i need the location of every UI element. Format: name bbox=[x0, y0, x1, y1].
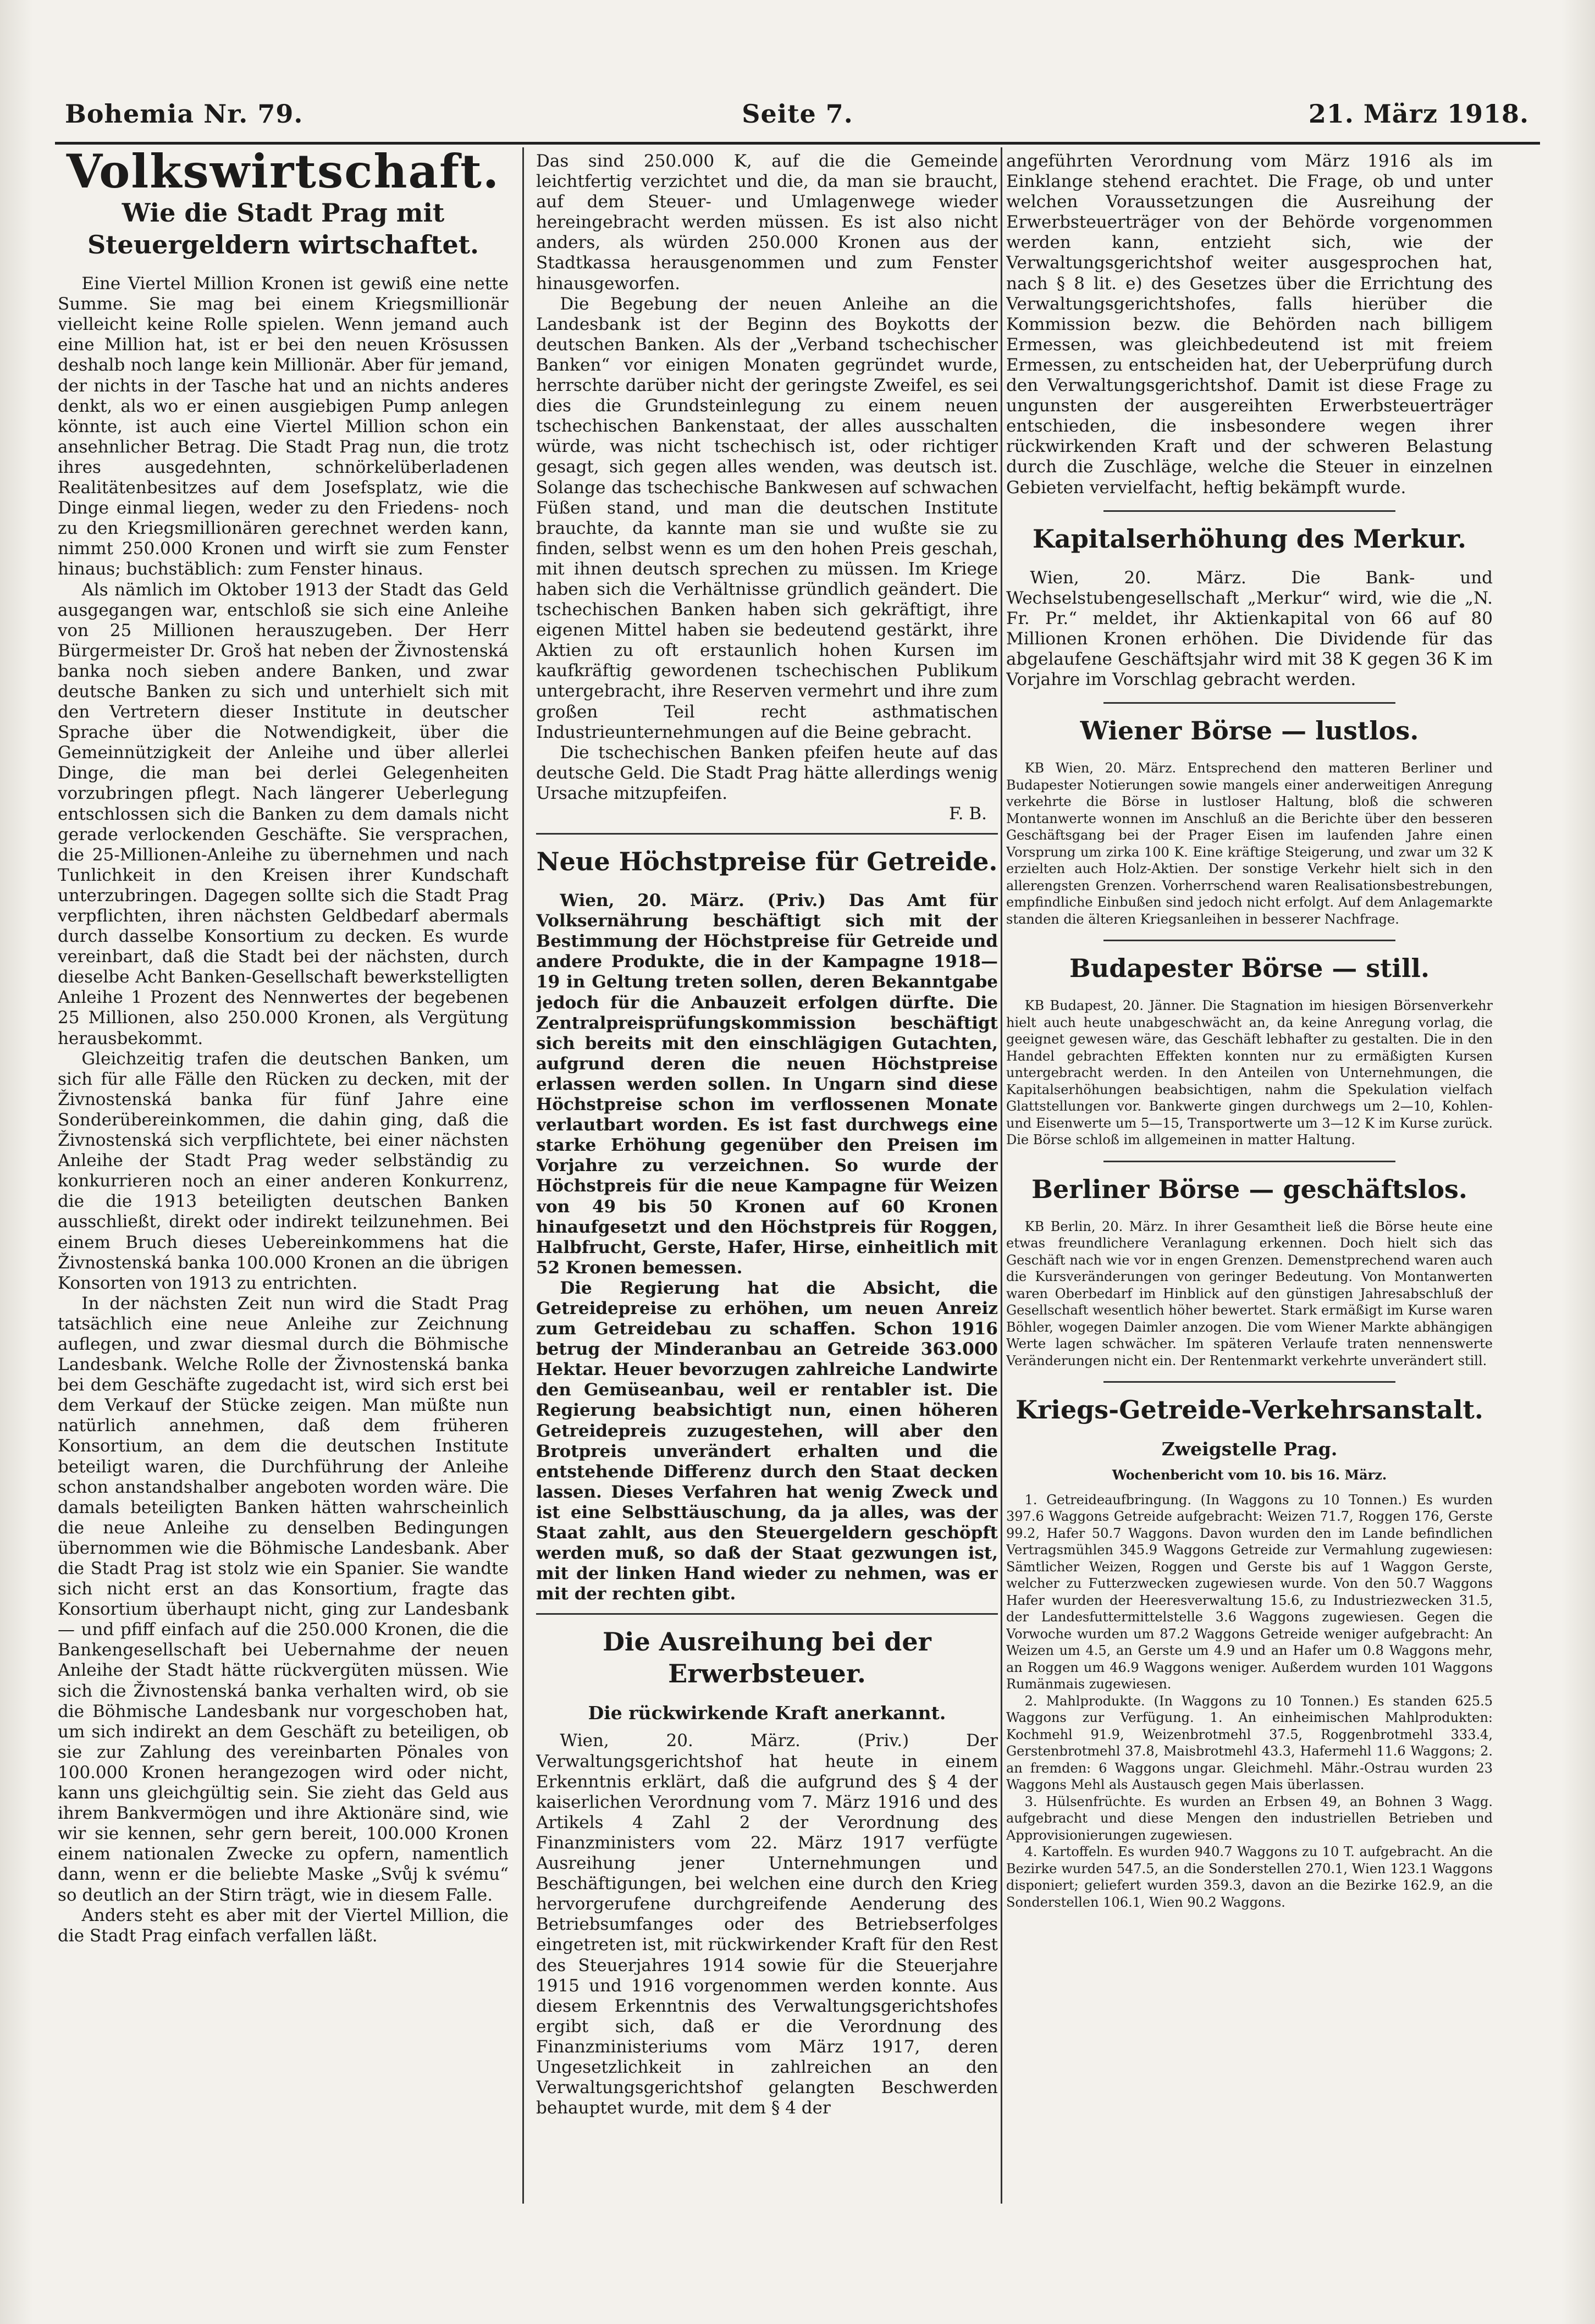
article-paragraph: Anders steht es aber mit der Viertel Million, die die Stadt Prag einfach verfallen läßt. bbox=[58, 1905, 509, 1946]
column-rule-2 bbox=[1001, 147, 1002, 2204]
article-paragraph: KB Berlin, 20. März. In ihrer Gesamtheit ließ die Börse heute eine etwas freundlichere Veranlagung erkennen. Doch hielt sich das Geschäft nach wie vor in engen Grenzen. Demenstprechend waren auch die Kursveränderungen von geringer Bedeutung. Von Montanwerten waren Oberbedarf im Hinblick auf den günstigen Jahresabschluß der Gesellschaft wesentlich höher bewertet. Stark ermäßigt im Kurse waren Böhler, wogegen Daimler anzogen. Die vom Wiener Markte abhängigen Werte lagen schwächer. Im späteren Verlaufe traten nennenswerte Veränderungen nicht ein. Der Rentenmarkt verkehrte unverändert still. bbox=[1006, 1218, 1493, 1368]
article-paragraph: angeführten Verordnung vom März 1916 als im Einklange stehend erachtet. Die Frage, ob und unter welchen Voraussetzungen die Ausreihung der Erwerbsteuerträger von der Behörde vorgenommen werden kann, entzieht sich, wie der Verwaltungsgerichtshof weiter ausgesprochen hat, nach § 8 lit. e) des Gesetzes über die Errichtung des Verwaltungsgerichtshofes, falls hierüber die Kommission bezw. die Behörden nach billigem Ermessen, was gleichbedeutend ist mit freiem Ermessen, zu entscheiden hat, der Ueberprüfung durch den Verwaltungsgerichtshof. Damit ist diese Frage zu ungunsten der ausgereihten Erwerbsteuerträger entschieden, die insbesondere wegen ihrer rückwirkenden Kraft und der schweren Belastung durch die Zuschläge, welche die Steuer in einzelnen Gebieten vervielfacht, heftig bekämpft wurde. bbox=[1006, 151, 1493, 498]
article-divider bbox=[536, 1613, 998, 1615]
column-rule-1 bbox=[522, 147, 524, 2204]
article-paragraph: In der nächsten Zeit nun wird die Stadt Prag tatsächlich eine neue Anleihe zur Zeichnung auflegen, und zwar diesmal durch die Böhmische Landesbank. Welche Rolle der Živnostenská banka bei dem Geschäfte zugedacht ist, wird sich erst bei dem Verkauf der Stücke zeigen. Man müßte nun natürlich annehmen, daß dem früheren Konsortium, an dem die deutschen Institute beteiligt waren, die Durchführung der Anleihe schon anstandshalber angeboten worden wäre. Die damals beteiligten Banken hätten wahrscheinlich die neue Anleihe zu denselben Bedingungen übernommen wie die Böhmische Landesbank. Aber die Stadt Prag ist stolz wie ein Spanier. Sie wandte sich nicht erst an das Konsortium, fragte das Konsortium überhaupt nicht, ging zur Landesbank — und pfiff einfach auf die 250.000 Kronen, die die Bankengesellschaft bei Uebernahme der neuen Anleihe der Stadt hätte rückvergüten müssen. Wie sich die Živnostenská banka verhalten wird, ob sie die Böhmische Landesbank nur vorgeschoben hat, um sich indirekt an dem Geschäft zu beteiligen, ob sie zur Zahlung des vereinbarten Pönales von 100.000 Kronen herangezogen wird oder nicht, kann uns gleichgültig sein. Sie zieht das Geld aus ihrem Bankvermögen und ihre Aktionäre sind, wie wir sie kennen, sehr gern bereit, 100.000 Kronen einem nationalen Zwecke zu opfern, namentlich dann, wenn er die beliebte Maske „Svůj k svému“ so deutlich an der Stirn trägt, wie in diesem Falle. bbox=[58, 1293, 509, 1905]
article-headline-prag: Wie die Stadt Prag mit Steuergeldern wirtschaftet. bbox=[87, 198, 479, 260]
article-subhead: Zweigstelle Prag. bbox=[1161, 1438, 1338, 1460]
article-paragraph: Eine Viertel Million Kronen ist gewiß eine nette Summe. Sie mag bei einem Kriegsmillionär vielleicht keine Rolle spielen. Wenn jemand auch eine Million hat, ist er bei den neuen Krösussen deshalb noch lange kein Millionär. Aber für jemand, der nichts in der Tasche hat und an nichts anderes denkt, als wo er einen ausgiebigen Pump anlegen könnte, ist auch eine Viertel Million schon ein ansehnlicher Betrag. Die Stadt Prag nun, die trotz ihres ausgedehnten, schnörkelüberladenen Realitätenbesitzes auf dem Josefsplatz, wie die Dinge einmal liegen, weder zu den Friedens- noch zu den Kriegsmillionären gerechnet werden kann, nimmt 250.000 Kronen und wirft sie zum Fenster hinaus; buchstäblich: zum Fenster hinaus. bbox=[58, 274, 509, 579]
article-divider bbox=[1103, 1161, 1395, 1162]
article-paragraph: KB Wien, 20. März. Entsprechend den matteren Berliner und Budapester Notierungen sowie mangels einer anderweitigen Anregung verkehrte die Börse in lustloser Haltung, bloß die schweren Montanwerte wonnen im Anschluß an die Berichte über den besseren Geschäftsgang bei der Prager Eisen im laufenden Jahre einen Vorsprung um zirka 100 K. Eine kräftige Steigerung, und zwar um 32 K erzielten auch Holz-Aktien. Der sonstige Verkehr hielt sich in den allerengsten Grenzen. Vorherrschend waren Realisationsbestrebungen, empfindliche Einbußen sind jedoch nicht erfolgt. Auf dem Anlagemarkte standen die älteren Kriegsanleihen in besserer Nachfrage. bbox=[1006, 760, 1493, 927]
page-number: Seite 7. bbox=[742, 99, 853, 129]
article-headline-berliner-boerse: Berliner Börse — geschäftslos. bbox=[1031, 1174, 1467, 1204]
article-paragraph: Das sind 250.000 K, auf die die Gemeinde leichtfertig verzichtet und die, da man sie braucht, auf dem Steuer- und Umlagenwege wieder hereingebracht werden müssen. Es ist also nicht anders, als würden 250.000 Kronen aus der Stadtkassa herausgenommen und zum Fenster hinausgeworfen. bbox=[536, 151, 998, 294]
article-paragraph: Als nämlich im Oktober 1913 der Stadt das Geld ausgegangen war, entschloß sie sich eine Anleihe von 25 Millionen herauszugeben. Der Herr Bürgermeister Dr. Groš hat neben der Živnostenská banka noch sieben andere Banken, und zwar deutsche Banken zu sich und unterhielt sich mit den Vertretern dieser Institute in deutscher Sprache über die Notwendigkeit, über die Gemeinnützigkeit der Anleihe und über allerlei Dinge, die man bei derlei Gelegenheiten vorzubringen pflegt. Nach längerer Ueberlegung entschlossen sich die Banken zu dem damals nicht gerade verlockenden Geschäfte. Sie versprachen, die 25-Millionen-Anleihe zu übernehmen und nach Tunlichkeit in den Kreisen ihrer Kundschaft unterzubringen. Dagegen sollte sich die Stadt Prag verpflichten, ihren nächsten Geldbedarf abermals durch dasselbe Konsortium zu decken. Es wurde vereinbart, daß die Stadt bei der nächsten, durch dieselbe Acht Banken-Gesellschaft bewerkstelligten Anleihe 1 Prozent des Nennwertes der begebenen 25 Millionen, also 250.000 Kronen, als Vergütung herausbekommt. bbox=[58, 579, 509, 1048]
article-divider bbox=[536, 833, 998, 835]
article-divider bbox=[1103, 1381, 1395, 1383]
article-paragraph: 2. Mahlprodukte. (In Waggons zu 10 Tonnen.) Es standen 625.5 Waggons zur Verfügung. 1. An einheimischen Mahlprodukten: Kochmehl 91.9, Weizenbrotmehl 37.5, Roggenbrotmehl 333.4, Gerstenbrotmehl 37.8, Maisbrotmehl 43.3, Hafermehl 11.6 Waggons; 2. an fremden: 6 Waggons ungar. Gleichmehl. Mähr.-Ostrau wurden 23 Waggons Mehl als Austausch gegen Mais überlassen. bbox=[1006, 1693, 1493, 1793]
article-divider bbox=[1103, 702, 1395, 704]
article-headline-merkur: Kapitalserhöhung des Merkur. bbox=[1032, 523, 1467, 554]
article-headline-erwerbsteuer: Die Ausreihung bei der Erwerbsteuer. bbox=[603, 1627, 931, 1689]
column-2 bbox=[536, 151, 998, 2196]
article-paragraph: 1. Getreideaufbringung. (In Waggons zu 10 Tonnen.) Es wurden 397.6 Waggons Getreide aufgebracht: Weizen 71.7, Roggen 176, Gerste 99.2, Hafer 50.7 Waggons. Davon wurden den im Lande befindlichen Vertragsmühlen 345.9 Waggons Getreide zur Vermahlung zugewiesen: Sämtlicher Weizen, Roggen und Gerste bis auf 1 Waggon Gerste, welcher zu Futterzwecken zugewiesen wurde. Von den 50.7 Waggons Hafer wurden der Heeresverwaltung 15.6, zu Industriezwecken 31.5, der Landesfuttermittelstelle 3.6 Waggons zugewiesen. Gegen die Vorwoche wurden um 87.2 Waggons Getreide weniger aufgebracht: An Weizen um 4.5, an Gerste um 4.9 und an Hafer um 0.8 Waggons mehr, an Roggen um 46.9 Waggons weniger. Außerdem wurden 101 Waggons Rumänmais zugewiesen. bbox=[1006, 1492, 1493, 1692]
article-paragraph: KB Budapest, 20. Jänner. Die Stagnation im hiesigen Börsenverkehr hielt auch heute unabgeschwächt an, da keine Anregung vorlag, die geeignet gewesen wäre, das Geschäft lebhafter zu gestalten. Die in den Handel gebrachten Effekten konnten nur zu ermäßigten Kursen untergebracht werden. In den Anteilen von Unternehmungen, die Kapitalserhöhungen beabsichtigen, nahm die Spekulation vielfach Glattstellungen vor. Bankwerte gingen durchwegs um 2—10, Kohlen- und Eisenwerte um 5—15, Transportwerte um 3—12 K im Kurse zurück. Die Börse schloß im allgemeinen in matter Haltung. bbox=[1006, 998, 1493, 1148]
article-headline-wiener-boerse: Wiener Börse — lustlos. bbox=[1080, 716, 1419, 746]
author-signature: F. B. bbox=[948, 804, 987, 824]
issue-label: Bohemia Nr. 79. bbox=[65, 99, 303, 129]
issue-date: 21. März 1918. bbox=[1308, 99, 1529, 129]
article-paragraph: Wien, 20. März. Die Bank- und Wechselstubengesellschaft „Merkur“ wird, wie die „N. Fr. Pr.“ meldet, ihr Aktienkapital von 66 auf 80 Millionen Kronen erhöhen. Die Dividende für das abgelaufene Geschäftsjahr wird mit 38 K gegen 36 K im Vorjahre im Vorschlag gebracht werden. bbox=[1006, 567, 1493, 690]
column-1 bbox=[58, 151, 509, 2196]
article-paragraph: Wien, 20. März. (Priv.) Das Amt für Volksernährung beschäftigt sich mit der Bestimmung der Höchstpreise für Getreide und andere Produkte, die in der Kampagne 1918—19 in Geltung treten sollen, deren Bekanntgabe jedoch für die Anbauzeit erfolgen dürfte. Die Zentralpreisprüfungskommission beschäftigt sich bereits mit den einschlägigen Gutachten, aufgrund deren die neuen Höchstpreise erlassen werden sollen. In Ungarn sind diese Höchstpreise schon im verflossenen Monate verlautbart worden. Es ist fast durchwegs eine starke Erhöhung gegenüber den Preisen im Vorjahre zu verzeichnen. So wurde der Höchstpreis für die neue Kampagne für Weizen von 49 bis 50 Kronen auf 60 Kronen hinaufgesetzt und den Höchstpreis für Roggen, Halbfrucht, Gerste, Hafer, Hirse, einheitlich mit 52 Kronen bemessen. bbox=[536, 891, 998, 1278]
section-title: Volkswirtschaft. bbox=[66, 151, 500, 198]
article-subhead: Die rückwirkende Kraft anerkannt. bbox=[588, 1702, 946, 1724]
article-paragraph: Die Begebung der neuen Anleihe an die Landesbank ist der Beginn des Boykotts der deutschen Banken. Als der „Verband tschechischer Banken“ vor einigen Monaten gegründet wurde, herrschte darüber nicht der geringste Zweifel, es sei dies die Grundsteinlegung zu einem neuen tschechischen Bankenstaat, der alles ausschalten würde, was nicht tschechisch ist, oder richtiger gesagt, sich gegen alles wenden, was deutsch ist. Solange das tschechische Bankwesen auf schwachen Füßen stand, und man die deutschen Institute brauchte, da kannte man sie und wußte sie zu finden, selbst wenn es um den hohen Preis geschah, mit ihnen deutsch sprechen zu müssen. Im Kriege haben sich die Verhältnisse gründlich geändert. Die tschechischen Banken haben sich gekräftigt, ihre eigenen Mittel haben sie bedeutend gestärkt, ihre Aktien zu oft erstaunlich hohen Kursen im kaufkräftig gewordenen tschechischen Publikum untergebracht, ihre Reserven vermehrt und ihre zum großen Teil recht asthmatischen Industrieunternehmungen auf die Beine gebracht. bbox=[536, 294, 998, 742]
article-headline-budapester-boerse: Budapester Börse — still. bbox=[1069, 953, 1430, 984]
article-divider bbox=[1103, 510, 1395, 512]
article-paragraph: 3. Hülsenfrüchte. Es wurden an Erbsen 49, an Bohnen 3 Wagg. aufgebracht und diese Mengen den industriellen Betrieben und Approvisionierungen zugewiesen. bbox=[1006, 1793, 1493, 1843]
article-paragraph: Gleichzeitig trafen die deutschen Banken, um sich für alle Fälle den Rücken zu decken, mit der Živnostenská banka für fünf Jahre eine Sonderübereinkommen, die dahin ging, daß die Živnostenská sich verpflichtete, bei einer nächsten Anleihe der Stadt Prag weder selbständig zu konkurrieren noch an einer anderen Konkurrenz, die die 1913 beteiligten deutschen Banken ausschließt, direkt oder indirekt teilzunehmen. Bei einem Bruch dieses Uebereinkommens hat die Živnostenská banka 100.000 Kronen an die übrigen Konsorten von 1913 zu entrichten. bbox=[58, 1048, 509, 1293]
article-paragraph: Die tschechischen Banken pfeifen heute auf das deutsche Geld. Die Stadt Prag hätte allerdings wenig Ursache mitzupfeifen. bbox=[536, 742, 998, 803]
article-subhead: Wochenbericht vom 10. bis 16. März. bbox=[1112, 1467, 1387, 1483]
article-paragraph: 4. Kartoffeln. Es wurden 940.7 Waggons zu 10 T. aufgebracht. An die Bezirke wurden 547.5, an die Sonderstellen 270.1, Wien 123.1 Waggons disponiert; geliefert wurden 359.3, davon an die Bezirke 162.9, an die Sonderstellen 106.1, Wien 90.2 Waggons. bbox=[1006, 1844, 1493, 1910]
article-headline-hoechstpreise: Neue Höchstpreise für Getreide. bbox=[536, 847, 998, 877]
article-paragraph: Die Regierung hat die Absicht, die Getreidepreise zu erhöhen, um neuen Anreiz zum Getreidebau zu schaffen. Schon 1916 betrug der Minderanbau an Getreide 363.000 Hektar. Heuer bevorzugen zahlreiche Landwirte den Gemüseanbau, weil er rentabler ist. Die Regierung beabsichtigt nun, einen höheren Getreidepreis zuzugestehen, will aber den Brotpreis unverändert erhalten und die entstehende Differenz durch den Staat decken lassen. Dieses Verfahren hat wenig Zweck und ist eine Selbsttäuschung, da ja alles, was der Staat zahlt, aus den Steuergeldern geschöpft werden muß, so daß der Staat gezwungen ist, mit der linken Hand wieder zu nehmen, was er mit der rechten gibt. bbox=[536, 1278, 998, 1604]
header-rule bbox=[55, 142, 1540, 145]
article-headline-getreide-anstalt: Kriegs-Getreide-Verkehrsanstalt. bbox=[1015, 1395, 1483, 1425]
article-divider bbox=[1103, 940, 1395, 941]
page-header bbox=[55, 99, 1540, 137]
article-paragraph: Wien, 20. März. (Priv.) Der Verwaltungsgerichtshof hat heute in einem Erkenntnis erklärt, daß die aufgrund des § 4 der kaiserlichen Verordnung vom 7. März 1916 und des Artikels 4 Zahl 2 der Verordnung des Finanzministers vom 22. März 1917 verfügte Ausreihung jener Unternehmungen und Beschäftigungen, bei welchen eine durch den Krieg hervorgerufene durchgreifende Aenderung des Betriebsumfanges oder des Betriebserfolges eingetreten ist, mit rückwirkender Kraft für den Rest des Steuerjahres 1914 sowie für die Steuerjahre 1915 und 1916 vorgenommen werden konnte. Aus diesem Erkenntnis des Verwaltungsgerichtshofes ergibt sich, daß er die Verordnung des Finanzministeriums vom März 1917, deren Ungesetzlichkeit in zahlreichen an den Verwaltungsgerichtshof gelangten Beschwerden behauptet wurde, mit dem § 4 der bbox=[536, 1731, 998, 2118]
column-3 bbox=[1006, 151, 1493, 2196]
